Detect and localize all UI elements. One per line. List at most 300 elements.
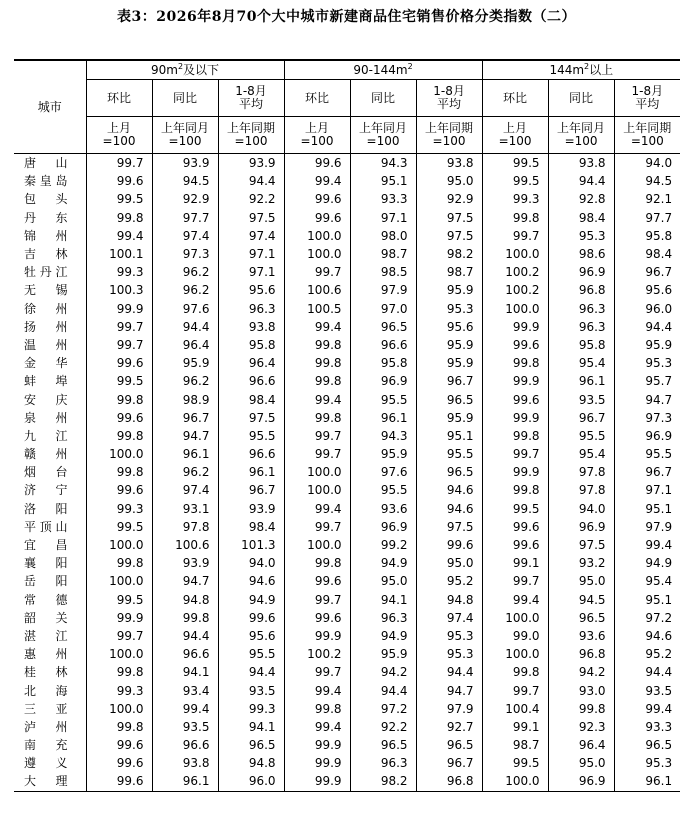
index-value: 99.6 bbox=[86, 754, 152, 772]
table-row bbox=[14, 445, 680, 463]
index-value: 100.0 bbox=[482, 245, 548, 263]
index-value: 97.6 bbox=[152, 300, 218, 318]
index-value: 96.0 bbox=[614, 300, 680, 318]
index-value: 98.5 bbox=[350, 263, 416, 281]
table-row bbox=[14, 463, 680, 481]
index-value: 96.6 bbox=[152, 645, 218, 663]
city-name: 秦皇岛 bbox=[24, 174, 68, 189]
index-value: 99.8 bbox=[86, 663, 152, 681]
index-value: 99.5 bbox=[482, 154, 548, 173]
city-name: 安庆 bbox=[24, 392, 68, 407]
index-value: 99.7 bbox=[284, 663, 350, 681]
index-value: 97.1 bbox=[350, 209, 416, 227]
index-value: 100.0 bbox=[86, 645, 152, 663]
index-value: 99.2 bbox=[350, 536, 416, 554]
index-value: 100.4 bbox=[482, 700, 548, 718]
index-value: 99.8 bbox=[152, 609, 218, 627]
index-value: 99.8 bbox=[482, 481, 548, 499]
index-value: 95.6 bbox=[416, 318, 482, 336]
index-value: 94.1 bbox=[152, 663, 218, 681]
base-header: 上月 =100 bbox=[482, 117, 548, 154]
index-value: 99.9 bbox=[86, 300, 152, 318]
index-value: 95.2 bbox=[614, 645, 680, 663]
index-value: 93.8 bbox=[416, 154, 482, 173]
index-value: 97.2 bbox=[350, 700, 416, 718]
index-value: 99.9 bbox=[482, 463, 548, 481]
index-value: 96.9 bbox=[614, 427, 680, 445]
index-value: 96.5 bbox=[548, 609, 614, 627]
index-value: 99.7 bbox=[284, 445, 350, 463]
table-row bbox=[14, 609, 680, 627]
base-header: 上月 =100 bbox=[284, 117, 350, 154]
table-row bbox=[14, 354, 680, 372]
index-value: 96.9 bbox=[548, 772, 614, 791]
city-column-header: 城市 bbox=[14, 60, 86, 154]
city-name: 北海 bbox=[24, 683, 68, 698]
index-value: 99.8 bbox=[284, 409, 350, 427]
index-value: 99.8 bbox=[482, 209, 548, 227]
index-value: 95.6 bbox=[614, 281, 680, 299]
index-value: 95.9 bbox=[416, 409, 482, 427]
index-value: 93.5 bbox=[548, 390, 614, 408]
index-value: 94.0 bbox=[548, 500, 614, 518]
index-value: 94.4 bbox=[548, 172, 614, 190]
city-name: 泉州 bbox=[24, 410, 68, 425]
city-name: 包头 bbox=[24, 192, 68, 207]
index-value: 99.4 bbox=[86, 227, 152, 245]
index-value: 93.5 bbox=[152, 718, 218, 736]
index-value: 99.6 bbox=[416, 536, 482, 554]
city-name: 唐山 bbox=[24, 156, 68, 171]
index-value: 100.0 bbox=[482, 300, 548, 318]
index-value: 99.4 bbox=[284, 718, 350, 736]
index-value: 97.6 bbox=[350, 463, 416, 481]
index-value: 95.3 bbox=[614, 754, 680, 772]
index-value: 95.1 bbox=[614, 591, 680, 609]
table-row bbox=[14, 372, 680, 390]
index-value: 96.9 bbox=[350, 518, 416, 536]
index-value: 95.9 bbox=[614, 336, 680, 354]
index-value: 99.6 bbox=[86, 772, 152, 791]
index-value: 98.7 bbox=[416, 263, 482, 281]
index-value: 94.3 bbox=[350, 427, 416, 445]
city-name: 襄阳 bbox=[24, 556, 68, 571]
index-value: 93.8 bbox=[548, 154, 614, 173]
sub-header: 同比 bbox=[548, 80, 614, 117]
index-value: 98.4 bbox=[548, 209, 614, 227]
table-row bbox=[14, 172, 680, 190]
index-value: 98.9 bbox=[152, 390, 218, 408]
city-name: 平顶山 bbox=[24, 519, 68, 534]
table-row bbox=[14, 281, 680, 299]
index-value: 99.5 bbox=[482, 500, 548, 518]
index-value: 95.8 bbox=[548, 336, 614, 354]
index-value: 94.6 bbox=[416, 500, 482, 518]
index-value: 99.8 bbox=[86, 463, 152, 481]
index-value: 99.7 bbox=[482, 227, 548, 245]
sub-header: 1-8月 平均 bbox=[614, 80, 680, 117]
table-row bbox=[14, 772, 680, 791]
index-value: 99.6 bbox=[482, 536, 548, 554]
city-name: 南充 bbox=[24, 738, 68, 753]
city-name: 九江 bbox=[24, 428, 68, 443]
index-value: 94.8 bbox=[152, 591, 218, 609]
sub-header: 1-8月 平均 bbox=[218, 80, 284, 117]
index-value: 95.1 bbox=[614, 500, 680, 518]
index-value: 95.9 bbox=[350, 645, 416, 663]
index-value: 99.8 bbox=[86, 209, 152, 227]
index-value: 94.9 bbox=[218, 591, 284, 609]
index-value: 96.3 bbox=[350, 754, 416, 772]
index-value: 96.5 bbox=[218, 736, 284, 754]
index-value: 99.6 bbox=[482, 390, 548, 408]
sub-header: 1-8月 平均 bbox=[416, 80, 482, 117]
index-value: 99.8 bbox=[86, 427, 152, 445]
index-value: 94.4 bbox=[152, 627, 218, 645]
index-value: 94.9 bbox=[350, 554, 416, 572]
index-value: 99.7 bbox=[86, 154, 152, 173]
index-value: 94.7 bbox=[614, 390, 680, 408]
index-value: 95.3 bbox=[614, 354, 680, 372]
index-value: 99.4 bbox=[284, 318, 350, 336]
index-value: 100.0 bbox=[284, 463, 350, 481]
index-value: 95.3 bbox=[416, 300, 482, 318]
index-value: 99.6 bbox=[284, 572, 350, 590]
table-row bbox=[14, 591, 680, 609]
table-row bbox=[14, 627, 680, 645]
index-value: 100.0 bbox=[482, 609, 548, 627]
index-value: 95.0 bbox=[548, 572, 614, 590]
index-value: 100.0 bbox=[284, 245, 350, 263]
index-value: 99.7 bbox=[284, 518, 350, 536]
index-value: 98.4 bbox=[218, 390, 284, 408]
index-value: 94.5 bbox=[548, 591, 614, 609]
index-value: 95.4 bbox=[548, 354, 614, 372]
index-value: 96.3 bbox=[218, 300, 284, 318]
index-value: 93.8 bbox=[218, 318, 284, 336]
index-value: 99.8 bbox=[284, 554, 350, 572]
index-value: 100.5 bbox=[284, 300, 350, 318]
index-value: 100.0 bbox=[86, 700, 152, 718]
index-value: 93.0 bbox=[548, 681, 614, 699]
city-name: 桂林 bbox=[24, 665, 68, 680]
index-value: 95.9 bbox=[350, 445, 416, 463]
index-value: 94.5 bbox=[614, 172, 680, 190]
index-value: 97.5 bbox=[416, 209, 482, 227]
index-value: 96.6 bbox=[350, 336, 416, 354]
index-value: 96.1 bbox=[152, 772, 218, 791]
index-value: 93.2 bbox=[548, 554, 614, 572]
index-value: 96.5 bbox=[350, 736, 416, 754]
index-value: 99.8 bbox=[86, 390, 152, 408]
table-row bbox=[14, 190, 680, 208]
index-value: 94.5 bbox=[152, 172, 218, 190]
index-value: 99.7 bbox=[284, 591, 350, 609]
table-row bbox=[14, 518, 680, 536]
index-value: 96.5 bbox=[350, 318, 416, 336]
sub-header: 同比 bbox=[350, 80, 416, 117]
index-value: 93.6 bbox=[350, 500, 416, 518]
index-value: 100.2 bbox=[482, 263, 548, 281]
city-name: 吉林 bbox=[24, 247, 68, 262]
index-value: 94.4 bbox=[350, 681, 416, 699]
index-value: 99.1 bbox=[482, 718, 548, 736]
index-value: 99.6 bbox=[284, 209, 350, 227]
index-value: 97.4 bbox=[152, 481, 218, 499]
index-value: 96.7 bbox=[614, 463, 680, 481]
index-value: 96.4 bbox=[548, 736, 614, 754]
index-value: 96.2 bbox=[152, 372, 218, 390]
table-row bbox=[14, 300, 680, 318]
index-value: 93.6 bbox=[548, 627, 614, 645]
table-row bbox=[14, 681, 680, 699]
city-name: 济宁 bbox=[24, 483, 68, 498]
index-value: 97.3 bbox=[614, 409, 680, 427]
index-value: 99.4 bbox=[284, 390, 350, 408]
index-value: 95.3 bbox=[416, 645, 482, 663]
index-value: 94.0 bbox=[614, 154, 680, 173]
index-value: 99.9 bbox=[284, 772, 350, 791]
index-value: 96.4 bbox=[152, 336, 218, 354]
table-row bbox=[14, 718, 680, 736]
index-value: 94.2 bbox=[548, 663, 614, 681]
index-value: 96.8 bbox=[548, 645, 614, 663]
city-name: 大理 bbox=[14, 772, 86, 791]
index-value: 94.3 bbox=[350, 154, 416, 173]
index-value: 94.1 bbox=[350, 591, 416, 609]
city-name: 宜昌 bbox=[24, 538, 68, 553]
city-name: 锦州 bbox=[24, 228, 68, 243]
city-name: 湛江 bbox=[24, 628, 68, 643]
index-value: 94.4 bbox=[218, 663, 284, 681]
index-value: 99.3 bbox=[86, 681, 152, 699]
index-value: 95.0 bbox=[416, 172, 482, 190]
index-value: 100.2 bbox=[482, 281, 548, 299]
index-value: 95.4 bbox=[614, 572, 680, 590]
index-value: 92.2 bbox=[350, 718, 416, 736]
table-row bbox=[14, 645, 680, 663]
index-value: 100.2 bbox=[284, 645, 350, 663]
index-value: 96.7 bbox=[218, 481, 284, 499]
index-value: 92.1 bbox=[614, 190, 680, 208]
index-value: 95.5 bbox=[548, 427, 614, 445]
index-value: 96.1 bbox=[218, 463, 284, 481]
table-row bbox=[14, 154, 680, 173]
index-value: 95.5 bbox=[350, 390, 416, 408]
index-value: 96.9 bbox=[548, 518, 614, 536]
city-name: 泸州 bbox=[24, 719, 68, 734]
index-value: 96.1 bbox=[152, 445, 218, 463]
index-value: 96.7 bbox=[548, 409, 614, 427]
index-value: 96.7 bbox=[152, 409, 218, 427]
city-name: 无锡 bbox=[24, 283, 68, 298]
index-value: 95.3 bbox=[548, 227, 614, 245]
index-value: 99.5 bbox=[86, 372, 152, 390]
index-value: 99.4 bbox=[152, 700, 218, 718]
index-value: 99.6 bbox=[86, 172, 152, 190]
table-row bbox=[14, 481, 680, 499]
index-value: 96.2 bbox=[152, 263, 218, 281]
index-value: 97.5 bbox=[416, 227, 482, 245]
index-value: 99.8 bbox=[284, 354, 350, 372]
index-value: 99.6 bbox=[284, 154, 350, 173]
index-value: 99.9 bbox=[284, 627, 350, 645]
index-value: 99.8 bbox=[482, 427, 548, 445]
index-value: 97.1 bbox=[614, 481, 680, 499]
city-name: 赣州 bbox=[24, 447, 68, 462]
index-value: 94.4 bbox=[614, 663, 680, 681]
index-value: 98.0 bbox=[350, 227, 416, 245]
index-value: 95.5 bbox=[218, 427, 284, 445]
index-value: 96.6 bbox=[152, 736, 218, 754]
index-value: 98.4 bbox=[614, 245, 680, 263]
index-value: 96.5 bbox=[416, 463, 482, 481]
index-value: 97.4 bbox=[416, 609, 482, 627]
index-value: 95.5 bbox=[416, 445, 482, 463]
city-name: 岳阳 bbox=[24, 574, 68, 589]
index-value: 97.5 bbox=[218, 209, 284, 227]
index-value: 99.4 bbox=[284, 172, 350, 190]
index-value: 99.9 bbox=[482, 409, 548, 427]
index-value: 99.7 bbox=[86, 627, 152, 645]
index-value: 94.6 bbox=[614, 627, 680, 645]
index-value: 99.4 bbox=[284, 500, 350, 518]
index-value: 96.8 bbox=[416, 772, 482, 791]
index-value: 99.3 bbox=[86, 500, 152, 518]
index-value: 97.7 bbox=[614, 209, 680, 227]
price-index-table bbox=[14, 59, 680, 792]
table-row bbox=[14, 409, 680, 427]
index-value: 98.2 bbox=[416, 245, 482, 263]
index-value: 99.6 bbox=[86, 481, 152, 499]
index-value: 96.5 bbox=[614, 736, 680, 754]
city-name: 扬州 bbox=[24, 319, 68, 334]
table-row bbox=[14, 500, 680, 518]
index-value: 100.0 bbox=[86, 536, 152, 554]
index-value: 100.1 bbox=[86, 245, 152, 263]
index-value: 96.5 bbox=[416, 390, 482, 408]
city-name: 韶关 bbox=[24, 610, 68, 625]
city-name: 遵义 bbox=[24, 756, 68, 771]
index-value: 96.9 bbox=[350, 372, 416, 390]
index-value: 99.6 bbox=[482, 336, 548, 354]
index-value: 92.7 bbox=[416, 718, 482, 736]
index-value: 100.0 bbox=[284, 481, 350, 499]
index-value: 98.4 bbox=[218, 518, 284, 536]
index-value: 94.6 bbox=[218, 572, 284, 590]
index-value: 96.7 bbox=[614, 263, 680, 281]
index-value: 99.8 bbox=[284, 700, 350, 718]
index-value: 96.1 bbox=[350, 409, 416, 427]
index-value: 97.2 bbox=[614, 609, 680, 627]
index-value: 95.9 bbox=[152, 354, 218, 372]
index-value: 94.9 bbox=[350, 627, 416, 645]
table-row bbox=[14, 318, 680, 336]
index-value: 96.0 bbox=[218, 772, 284, 791]
index-value: 95.9 bbox=[416, 336, 482, 354]
index-value: 100.0 bbox=[284, 536, 350, 554]
index-value: 99.1 bbox=[482, 554, 548, 572]
index-value: 98.7 bbox=[350, 245, 416, 263]
index-value: 97.9 bbox=[416, 700, 482, 718]
index-value: 100.0 bbox=[86, 445, 152, 463]
index-value: 99.3 bbox=[482, 190, 548, 208]
index-value: 100.0 bbox=[482, 772, 548, 791]
index-value: 94.4 bbox=[152, 318, 218, 336]
index-value: 97.8 bbox=[152, 518, 218, 536]
index-value: 96.1 bbox=[614, 772, 680, 791]
index-value: 99.5 bbox=[86, 591, 152, 609]
index-value: 100.0 bbox=[284, 227, 350, 245]
city-name: 三亚 bbox=[24, 701, 68, 716]
index-value: 99.4 bbox=[482, 591, 548, 609]
table-row bbox=[14, 554, 680, 572]
index-value: 99.9 bbox=[86, 609, 152, 627]
index-value: 97.1 bbox=[218, 245, 284, 263]
table-row bbox=[14, 209, 680, 227]
index-value: 99.4 bbox=[614, 536, 680, 554]
index-value: 96.6 bbox=[218, 445, 284, 463]
index-value: 96.3 bbox=[350, 609, 416, 627]
index-value: 92.2 bbox=[218, 190, 284, 208]
table-row bbox=[14, 263, 680, 281]
index-value: 100.6 bbox=[152, 536, 218, 554]
base-header: 上月 =100 bbox=[86, 117, 152, 154]
group-header-medium: $90-144m^2$ bbox=[284, 60, 482, 80]
index-value: 99.5 bbox=[482, 754, 548, 772]
index-value: 94.4 bbox=[416, 663, 482, 681]
index-value: 95.1 bbox=[350, 172, 416, 190]
index-value: 99.8 bbox=[482, 354, 548, 372]
index-value: 94.6 bbox=[416, 481, 482, 499]
index-value: 99.6 bbox=[86, 354, 152, 372]
index-value: 94.0 bbox=[218, 554, 284, 572]
index-value: 101.3 bbox=[218, 536, 284, 554]
index-value: 97.7 bbox=[152, 209, 218, 227]
index-value: 99.8 bbox=[284, 372, 350, 390]
index-value: 95.5 bbox=[614, 445, 680, 463]
index-value: 96.5 bbox=[416, 736, 482, 754]
index-value: 99.7 bbox=[482, 681, 548, 699]
index-value: 94.8 bbox=[218, 754, 284, 772]
index-value: 97.0 bbox=[350, 300, 416, 318]
index-value: 95.0 bbox=[416, 554, 482, 572]
index-value: 97.8 bbox=[548, 481, 614, 499]
city-name: 丹东 bbox=[24, 210, 68, 225]
index-value: 95.0 bbox=[548, 754, 614, 772]
index-value: 94.4 bbox=[218, 172, 284, 190]
base-header: 上年同月 =100 bbox=[152, 117, 218, 154]
index-value: 92.8 bbox=[548, 190, 614, 208]
index-value: 99.5 bbox=[86, 518, 152, 536]
index-value: 94.2 bbox=[350, 663, 416, 681]
index-value: 99.8 bbox=[284, 336, 350, 354]
group-header-small: $90m^2$及以下 bbox=[86, 60, 284, 80]
index-value: 96.3 bbox=[548, 318, 614, 336]
index-value: 92.3 bbox=[548, 718, 614, 736]
index-value: 93.9 bbox=[218, 500, 284, 518]
table-row bbox=[14, 245, 680, 263]
table-row bbox=[14, 390, 680, 408]
index-value: 99.6 bbox=[482, 518, 548, 536]
index-value: 96.6 bbox=[218, 372, 284, 390]
sub-header: 环比 bbox=[86, 80, 152, 117]
index-value: 99.6 bbox=[86, 409, 152, 427]
index-value: 96.1 bbox=[548, 372, 614, 390]
index-value: 99.5 bbox=[482, 172, 548, 190]
index-value: 94.8 bbox=[416, 591, 482, 609]
index-value: 94.1 bbox=[218, 718, 284, 736]
